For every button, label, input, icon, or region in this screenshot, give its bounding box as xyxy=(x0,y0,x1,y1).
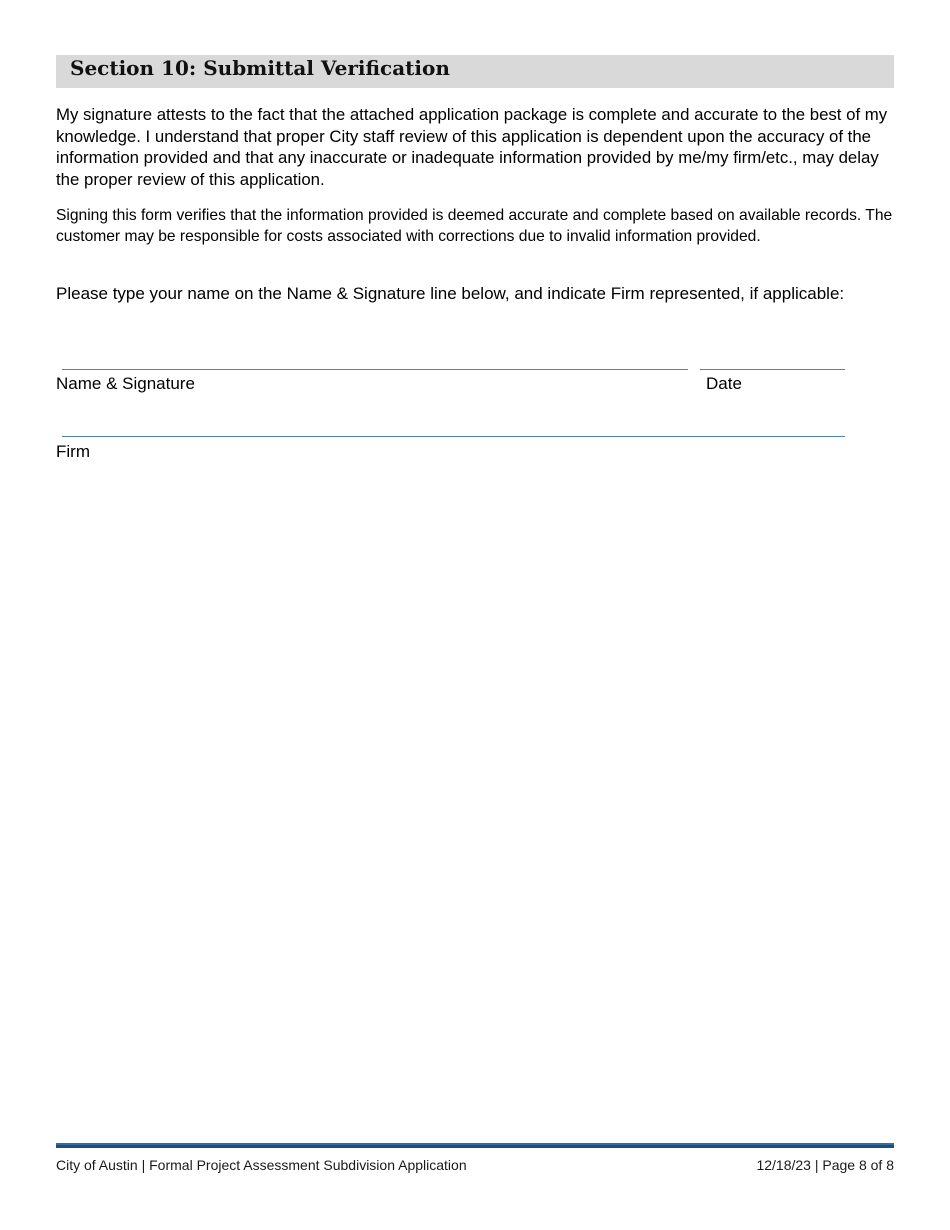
date-label: Date xyxy=(706,374,742,393)
firm-label: Firm xyxy=(56,442,90,461)
name-signature-field[interactable] xyxy=(62,369,688,370)
footer-page-number: 12/18/23 | Page 8 of 8 xyxy=(756,1157,894,1173)
footer-rule-accent xyxy=(56,1143,894,1145)
footer-document-title: City of Austin | Formal Project Assessment Subdivision Application xyxy=(56,1157,467,1173)
date-field[interactable] xyxy=(700,369,845,370)
section-title: Section 10: Submittal Verification xyxy=(70,56,450,80)
footer-rule xyxy=(56,1143,894,1148)
attestation-paragraph: My signature attests to the fact that the attached application package is complete and accurate to the best of my knowledge. I understand that proper City staff review of this application is dependent upon the accuracy of the information provided and that any inaccurate or inadequate information provided by me/my firm/etc., may delay the proper review of this application. xyxy=(56,105,888,189)
verification-paragraph: Signing this form verifies that the information provided is deemed accurate and complete based on available records. The customer may be responsible for costs associated with corrections due to invalid information provided. xyxy=(56,207,893,245)
instruction-paragraph: Please type your name on the Name & Signature line below, and indicate Firm represented, if applicable: xyxy=(56,284,845,303)
section-header xyxy=(56,55,894,88)
firm-field[interactable] xyxy=(62,436,845,437)
name-signature-label: Name & Signature xyxy=(56,374,195,393)
